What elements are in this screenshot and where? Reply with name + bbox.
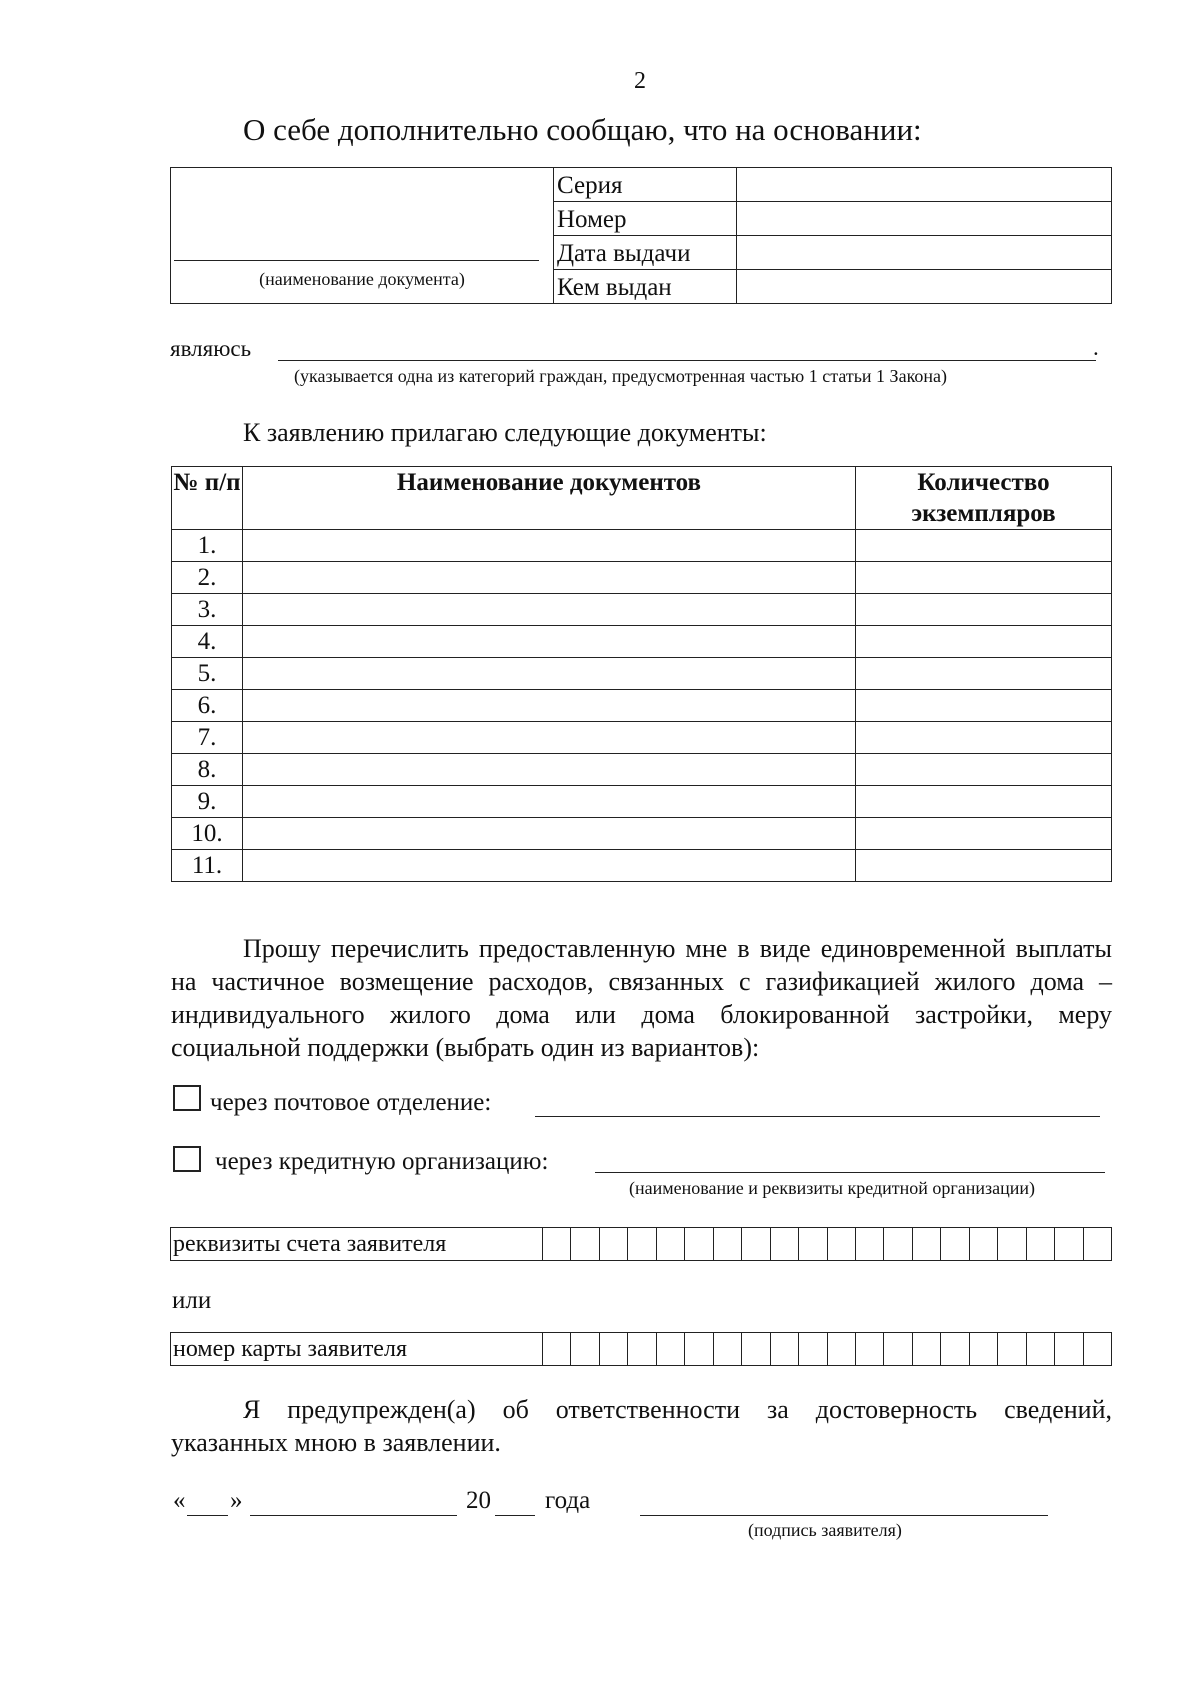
table-row <box>172 786 1112 818</box>
bank-caption: (наименование и реквизиты кредитной организации) <box>629 1178 1036 1198</box>
digit-cell[interactable] <box>1084 1228 1111 1260</box>
copies-cell[interactable] <box>856 626 1112 658</box>
table-row <box>172 722 1112 754</box>
copies-cell[interactable] <box>856 562 1112 594</box>
digit-cell[interactable] <box>600 1228 628 1260</box>
page-number: 2 <box>634 68 646 94</box>
digit-cell[interactable] <box>970 1228 998 1260</box>
account-digit-cells[interactable] <box>543 1228 1111 1260</box>
row-number: 3. <box>172 594 243 626</box>
date-day-field[interactable] <box>187 1515 228 1516</box>
digit-cell[interactable] <box>628 1228 656 1260</box>
document-name-cell[interactable] <box>243 626 856 658</box>
document-name-cell[interactable] <box>243 594 856 626</box>
document-name-line <box>174 260 539 261</box>
digit-cell[interactable] <box>884 1333 912 1365</box>
table-row <box>172 594 1112 626</box>
attachments-table <box>171 466 1112 882</box>
digit-cell[interactable] <box>1027 1228 1055 1260</box>
digit-cell[interactable] <box>657 1333 685 1365</box>
date-year-suffix: года <box>545 1487 591 1514</box>
copies-cell[interactable] <box>856 658 1112 690</box>
digit-cell[interactable] <box>714 1228 742 1260</box>
bank-field[interactable] <box>595 1172 1105 1173</box>
row-number: 1. <box>172 530 243 562</box>
account-row <box>170 1227 1112 1261</box>
or-label: или <box>172 1287 212 1314</box>
document-name-caption: (наименование документа) <box>259 269 465 289</box>
issue-date-field[interactable] <box>737 236 1112 270</box>
row-number: 2. <box>172 562 243 594</box>
row-number: 10. <box>172 818 243 850</box>
digit-cell[interactable] <box>742 1333 770 1365</box>
copies-cell[interactable] <box>856 818 1112 850</box>
table-row <box>172 690 1112 722</box>
category-label: являюсь <box>170 336 252 361</box>
issued-by-field[interactable] <box>737 270 1112 304</box>
number-label: Номер <box>554 202 737 236</box>
category-field[interactable] <box>278 360 1096 361</box>
intro-heading: О себе дополнительно сообщаю, что на основании: <box>243 112 922 147</box>
copies-cell[interactable] <box>856 594 1112 626</box>
date-year-field[interactable] <box>495 1515 535 1516</box>
row-number: 8. <box>172 754 243 786</box>
digit-cell[interactable] <box>799 1228 827 1260</box>
document-name-cell[interactable] <box>243 562 856 594</box>
digit-cell[interactable] <box>913 1333 941 1365</box>
digit-cell[interactable] <box>941 1333 969 1365</box>
document-name-cell[interactable] <box>243 530 856 562</box>
row-number: 5. <box>172 658 243 690</box>
issue-date-label: Дата выдачи <box>554 236 737 270</box>
column-header-number: № п/п <box>172 467 243 530</box>
document-name-cell[interactable] <box>243 658 856 690</box>
post-office-field[interactable] <box>535 1116 1100 1117</box>
series-label: Серия <box>554 168 737 202</box>
document-name-cell[interactable] <box>243 722 856 754</box>
copies-cell[interactable] <box>856 690 1112 722</box>
series-field[interactable] <box>737 168 1112 202</box>
copies-cell[interactable] <box>856 754 1112 786</box>
number-field[interactable] <box>737 202 1112 236</box>
bank-checkbox[interactable] <box>173 1146 201 1172</box>
date-month-field[interactable] <box>250 1515 457 1516</box>
digit-cell[interactable] <box>771 1228 799 1260</box>
row-number: 4. <box>172 626 243 658</box>
row-number: 6. <box>172 690 243 722</box>
date-year-prefix: 20 <box>466 1487 491 1514</box>
payment-request-text: Прошу перечислить предоставленную мне в виде единовременной выплаты на частичное возмещение расходов, связанных с газификацией жилого дома – индивидуального жилого дома или дома блокированной застройки, меру социальной поддержки (выбрать один из вариантов): <box>171 934 1112 1062</box>
attachments-heading: К заявлению прилагаю следующие документы: <box>243 418 767 447</box>
row-number: 7. <box>172 722 243 754</box>
table-row <box>172 818 1112 850</box>
row-number: 11. <box>172 850 243 882</box>
document-name-cell[interactable] <box>243 754 856 786</box>
digit-cell[interactable] <box>828 1333 856 1365</box>
digit-cell[interactable] <box>543 1228 571 1260</box>
digit-cell[interactable] <box>1084 1333 1111 1365</box>
category-period: . <box>1093 335 1099 360</box>
table-row <box>172 850 1112 882</box>
row-number: 9. <box>172 786 243 818</box>
table-row <box>172 754 1112 786</box>
signature-field[interactable] <box>640 1515 1048 1516</box>
bank-label: через кредитную организацию: <box>215 1148 549 1175</box>
digit-cell[interactable] <box>970 1333 998 1365</box>
digit-cell[interactable] <box>1055 1228 1083 1260</box>
signature-caption: (подпись заявителя) <box>748 1520 902 1540</box>
digit-cell[interactable] <box>799 1333 827 1365</box>
digit-cell[interactable] <box>628 1333 656 1365</box>
card-row <box>170 1332 1112 1366</box>
digit-cell[interactable] <box>600 1333 628 1365</box>
document-name-cell[interactable] <box>243 690 856 722</box>
copies-cell[interactable] <box>856 850 1112 882</box>
column-header-document-name: Наименование документов <box>243 467 856 530</box>
category-caption: (указывается одна из категорий граждан, предусмотренная частью 1 статьи 1 Закона) <box>294 366 948 386</box>
issued-by-label: Кем выдан <box>554 270 737 304</box>
digit-cell[interactable] <box>543 1333 571 1365</box>
table-row <box>172 530 1112 562</box>
digit-cell[interactable] <box>913 1228 941 1260</box>
copies-cell[interactable] <box>856 530 1112 562</box>
copies-cell[interactable] <box>856 722 1112 754</box>
document-name-field[interactable] <box>171 168 554 304</box>
responsibility-warning: Я предупрежден(а) об ответственности за достоверность сведений, указанных мною в заявлении. <box>171 1395 1112 1457</box>
table-row <box>172 658 1112 690</box>
digit-cell[interactable] <box>657 1228 685 1260</box>
account-label: реквизиты счета заявителя <box>171 1228 543 1260</box>
digit-cell[interactable] <box>571 1333 599 1365</box>
document-name-cell[interactable] <box>243 850 856 882</box>
date-open-quote: « <box>173 1487 186 1514</box>
digit-cell[interactable] <box>771 1333 799 1365</box>
digit-cell[interactable] <box>828 1228 856 1260</box>
digit-cell[interactable] <box>571 1228 599 1260</box>
digit-cell[interactable] <box>742 1228 770 1260</box>
post-office-checkbox[interactable] <box>173 1085 201 1111</box>
document-name-cell[interactable] <box>243 818 856 850</box>
digit-cell[interactable] <box>1027 1333 1055 1365</box>
digit-cell[interactable] <box>856 1228 884 1260</box>
document-info-table <box>170 167 1112 304</box>
digit-cell[interactable] <box>714 1333 742 1365</box>
digit-cell[interactable] <box>1055 1333 1083 1365</box>
column-header-copies: Количество экземпляров <box>856 467 1112 530</box>
table-row <box>172 562 1112 594</box>
digit-cell[interactable] <box>941 1228 969 1260</box>
document-name-cell[interactable] <box>243 786 856 818</box>
copies-cell[interactable] <box>856 786 1112 818</box>
digit-cell[interactable] <box>998 1333 1026 1365</box>
digit-cell[interactable] <box>884 1228 912 1260</box>
digit-cell[interactable] <box>998 1228 1026 1260</box>
digit-cell[interactable] <box>685 1333 713 1365</box>
digit-cell[interactable] <box>685 1228 713 1260</box>
table-row <box>172 626 1112 658</box>
card-label: номер карты заявителя <box>171 1333 543 1365</box>
card-digit-cells[interactable] <box>543 1333 1111 1365</box>
post-office-label: через почтовое отделение: <box>210 1089 492 1116</box>
digit-cell[interactable] <box>856 1333 884 1365</box>
date-close-quote: » <box>230 1487 243 1514</box>
